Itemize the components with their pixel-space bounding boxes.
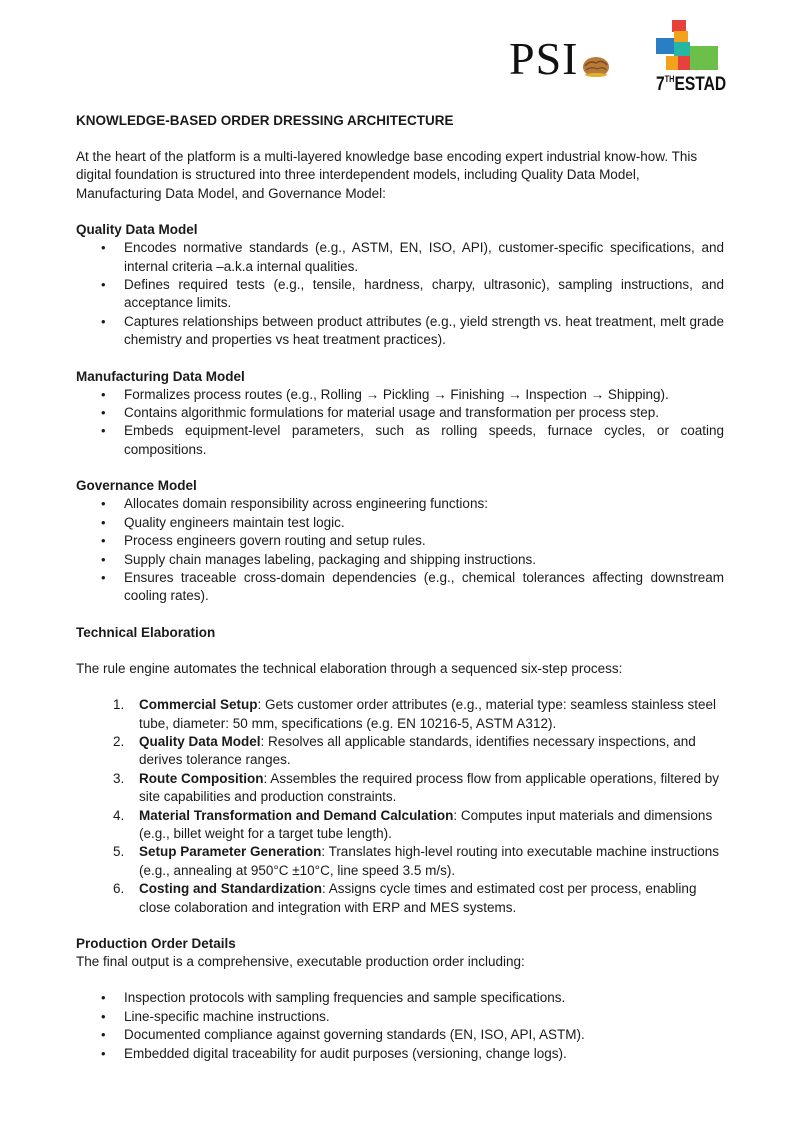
list-item: • Documented compliance against governing standards (EN, ISO, API, ASTM). [76, 1026, 724, 1044]
technical-steps [76, 696, 724, 917]
psi-logo-text: PSI [509, 33, 579, 84]
manufacturing-heading: Manufacturing Data Model [76, 368, 245, 384]
production-list [76, 989, 724, 1063]
list-item: • Ensures traceable cross-domain dependencies (e.g., chemical tolerances affecting downstream cooling rates). [76, 569, 724, 606]
step-item: 3. Route Composition: Assembles the required process flow from applicable operations, filtered by site capabilities and production constraints. [113, 770, 719, 805]
governance-list [76, 495, 724, 605]
step-item: 4. Material Transformation and Demand Calculation: Computes input materials and dimensions (e.g., billet weight for a target tube length). [113, 807, 713, 841]
estad-logo [652, 20, 727, 98]
page-title: KNOWLEDGE-BASED ORDER DRESSING ARCHITECTURE [76, 113, 454, 128]
list-item: • Inspection protocols with sampling frequencies and sample specifications. [76, 989, 724, 1007]
intro-paragraph: At the heart of the platform is a multi-layered knowledge base encoding expert industrial know-how. This digital foundation is structured into three interdependent models, including Quality Data Model, Manufacturing Data Model, and Governance Model: [76, 149, 698, 201]
document-body [76, 112, 724, 1063]
governance-heading: Governance Model [76, 478, 197, 494]
step-item: 2. Quality Data Model: Resolves all applicable standards, identifies necessary inspections, and derives tolerance ranges. [113, 733, 696, 768]
list-item: • Line-specific machine instructions. [76, 1008, 724, 1026]
list-item: • Formalizes process routes (e.g., Rolling → Pickling → Finishing → Inspection → Shipping). [76, 386, 724, 404]
list-item: • Contains algorithmic formulations for material usage and transformation per process step. [76, 404, 724, 422]
manufacturing-list [76, 386, 724, 460]
step-item: 6. Costing and Standardization: Assigns cycle times and estimated cost per process, enabling close colaboration and integration with ERP and MES systems. [113, 881, 697, 915]
quality-heading: Quality Data Model [76, 222, 198, 238]
estad-logo-text: 7THESTAD [656, 74, 727, 95]
list-item: • Supply chain manages labeling, packaging and shipping instructions. [76, 551, 724, 569]
technical-intro: The rule engine automates the technical elaboration through a sequenced six-step process: [76, 660, 623, 676]
estad-cubes-icon [652, 20, 724, 74]
step-item: 1. Commercial Setup: Gets customer order attributes (e.g., material type: seamless stainless steel tube, diameter: 50 mm, specifications (e.g. EN 10216-5, ASTM A312). [113, 697, 716, 731]
step-item: 5. Setup Parameter Generation: Translates high-level routing into executable machine instructions (e.g., annealing at 950°C ±10°C, line speed 3.5 m/s). [113, 844, 720, 878]
list-item: • Embedded digital traceability for audit purposes (versioning, change logs). [76, 1045, 724, 1063]
walnut-icon [582, 54, 610, 78]
list-item: • Quality engineers maintain test logic. [76, 514, 724, 532]
list-item: • Allocates domain responsibility across engineering functions: [76, 495, 724, 513]
list-item: • Embeds equipment-level parameters, such as rolling speeds, furnace cycles, or coating compositions. [76, 422, 724, 459]
production-heading: Production Order Details [76, 936, 236, 951]
list-item: • Defines required tests (e.g., tensile, hardness, charpy, ultrasonic), sampling instructions, and acceptance limits. [76, 276, 724, 313]
list-item: • Encodes normative standards (e.g., ASTM, EN, ISO, API), customer-specific specifications, and internal criteria –a.k.a internal qualities. [76, 239, 724, 276]
technical-heading: Technical Elaboration [76, 624, 216, 640]
psi-logo [509, 33, 610, 84]
list-item: • Captures relationships between product attributes (e.g., yield strength vs. heat treatment, melt grade chemistry and properties vs heat treatment practices). [76, 313, 724, 350]
production-intro: The final output is a comprehensive, executable production order including: [76, 954, 525, 969]
list-item: • Process engineers govern routing and setup rules. [76, 532, 724, 550]
quality-list [76, 239, 724, 349]
